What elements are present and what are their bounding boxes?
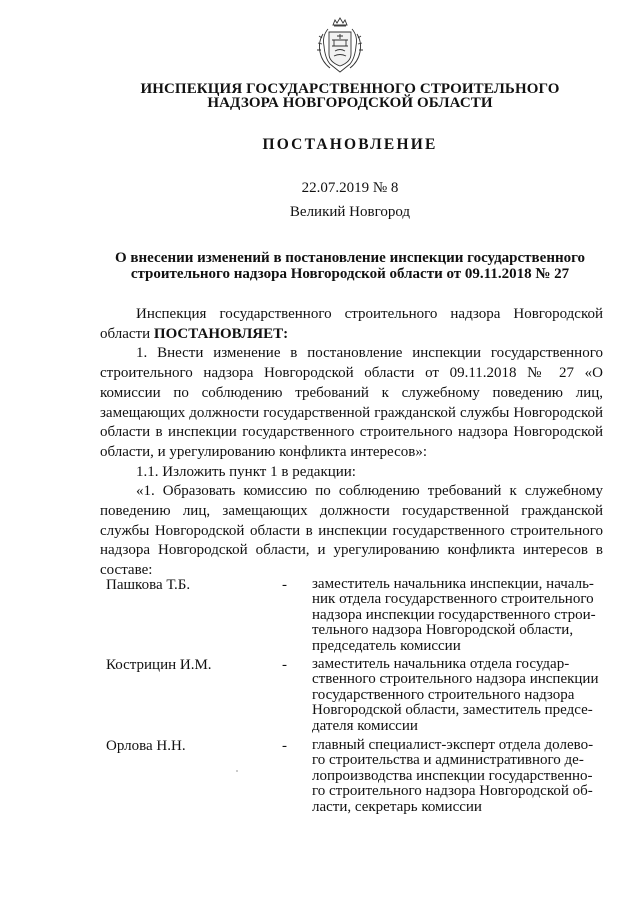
member-name: Кострицин И.М. xyxy=(106,657,212,673)
document-type: ПОСТАНОВЛЕНИЕ xyxy=(262,136,438,153)
scan-speck xyxy=(236,770,238,772)
member-dash: - xyxy=(282,577,287,593)
org-name-line-2: НАДЗОРА НОВГОРОДСКОЙ ОБЛАСТИ xyxy=(207,95,493,111)
document-subject xyxy=(110,250,590,282)
coat-of-arms-icon xyxy=(316,16,364,78)
paragraph-item-1: 1. Внести изменение в постановление инспекции государственного строительного надзора Новгородской области от 09.11.2018 № 27 «О комиссии по соблюдению требований к служебному поведению лиц, замещающих должности государственной гражданской службы Новгородской области в инспекции государственного строительного надзора Новгородской области, и урегулированию конфликта интересов»: xyxy=(100,345,603,460)
org-name-line-1: ИНСПЕКЦИЯ ГОСУДАРСТВЕННОГО СТРОИТЕЛЬНОГО xyxy=(140,81,560,97)
member-name: Пашкова Т.Б. xyxy=(106,577,191,593)
document-body xyxy=(100,305,603,581)
city: Великий Новгород xyxy=(289,204,411,220)
paragraph-commission: «1. Образовать комиссию по соблюдению требований к служебному поведению лиц, замещающих должности государственной гражданской службы Новгородской области в инспекции государственного строительного надзора Новгородской области, и урегулированию конфликта интересов в составе: xyxy=(100,483,603,579)
subject-line-1: О внесении изменений в постановление инспекции государственного xyxy=(114,250,586,266)
member-dash: - xyxy=(282,657,287,673)
member-name: Орлова Н.Н. xyxy=(106,738,186,754)
member-role: заместитель начальника инспекции, началь- ник отдела государственного строительного надзора инспекции государственного строи- тельного надзора Новгородской области, председатель комиссии xyxy=(312,576,596,654)
member-role: главный специалист-эксперт отдела долево- го строительства и административного де- лопроизводства инспекции государственно- го строительного надзора Новгородской об- ласти, секретарь комиссии xyxy=(312,737,594,815)
paragraph-preamble xyxy=(100,305,603,344)
paragraph-item-1-1: 1.1. Изложить пункт 1 в редакции: xyxy=(136,463,356,480)
subject-line-2: строительного надзора Новгородской области от 09.11.2018 № 27 xyxy=(130,266,570,282)
member-dash: - xyxy=(282,738,287,754)
decree-keyword: ПОСТАНОВЛЯЕТ: xyxy=(153,325,289,342)
member-role: заместитель начальника отдела государ- ственного строительного надзора инспекции государственного строительного надзора Новгородской области, заместитель предсе- дателя комиссии xyxy=(312,656,599,734)
preamble-text: Инспекция государственного строительного надзора Новгородской области xyxy=(100,306,603,342)
date-number: 22.07.2019 № 8 xyxy=(301,180,399,196)
